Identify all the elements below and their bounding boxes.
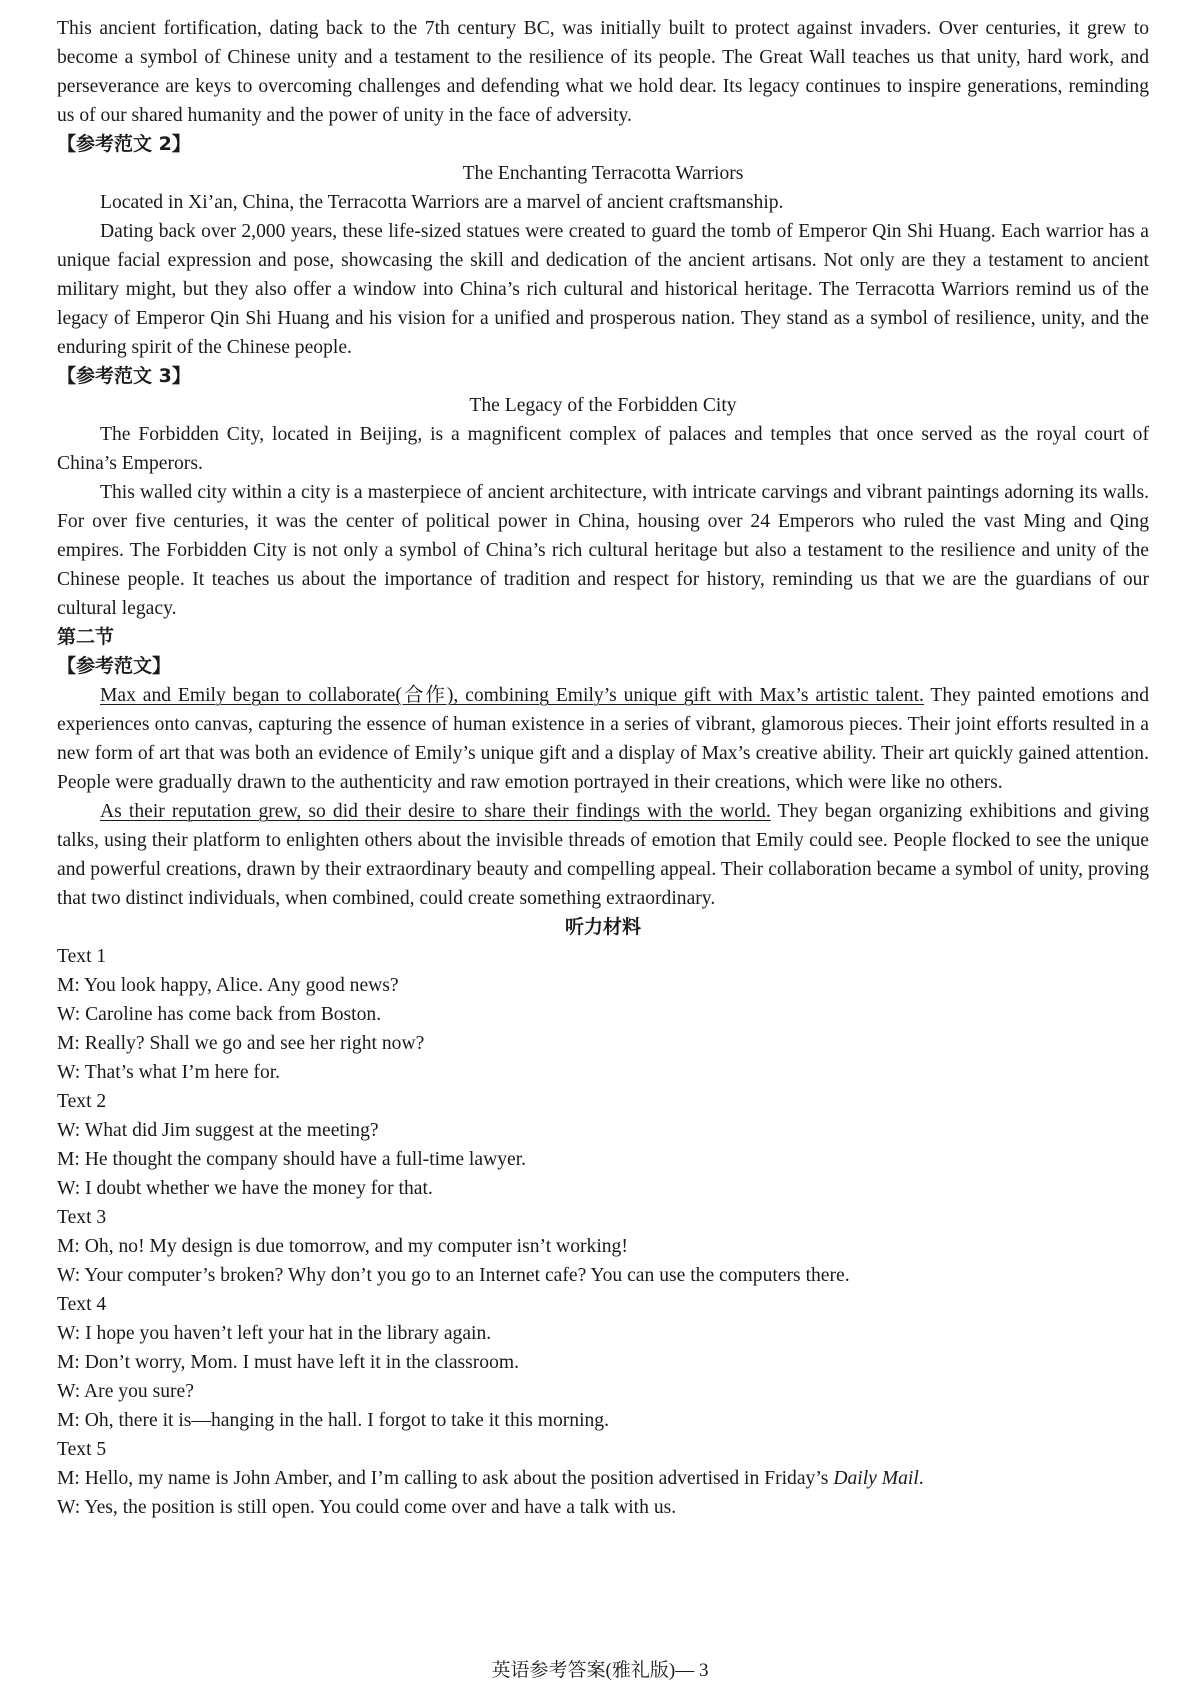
dialogue-line-part: M: Hello, my name is John Amber, and I’m calling to ask about the position advertised in Friday’s — [57, 1468, 834, 1489]
essay2-paragraph-2: Dating back over 2,000 years, these life-sized statues were created to guard the tomb of Emperor Qin Shi Huang. Each warrior has a unique facial expression and pose, showcasing the skill and dedication of the ancient artisans. Not only are they a testament to ancient military might, but they also offer a window into China’s rich cultural and historical heritage. The Terracotta Warriors remind us of the legacy of Emperor Qin Shi Huang and his vision for a unified and prosperous nation. They stand as a symbol of resilience, unity, and the enduring spirit of the Chinese people. — [57, 221, 1149, 358]
section2-label: 【参考范文】 — [57, 655, 172, 677]
dialogue-line: M: You look happy, Alice. Any good news? — [57, 975, 399, 996]
dialogue-line — [57, 1464, 1149, 1493]
essay3-paragraph-2: This walled city within a city is a masterpiece of ancient architecture, with intricate carvings and vibrant paintings adorning its walls. For over five centuries, it was the center of political power in China, housing over 24 Emperors who ruled the vast Ming and Qing empires. The Forbidden City is not only a symbol of China’s rich cultural heritage but also a testament to the resilience and unity of the Chinese people. It teaches us about the importance of tradition and respect for history, reminding us that we are the guardians of our cultural legacy. — [57, 482, 1149, 619]
page-content — [57, 14, 1149, 1522]
dialogue-line: M: Oh, there it is—hanging in the hall. I forgot to take it this morning. — [57, 1410, 610, 1431]
listening-text-1 — [57, 942, 1149, 1087]
newspaper-name: Daily Mail — [833, 1468, 919, 1489]
dialogue-line: M: Oh, no! My design is due tomorrow, and my computer isn’t working! — [57, 1236, 628, 1257]
dialogue-line: W: That’s what I’m here for. — [57, 1062, 281, 1083]
essay3-title: The Legacy of the Forbidden City — [469, 395, 737, 416]
essay3-label: 【参考范文 3】 — [57, 365, 191, 387]
section2-heading: 第二节 — [57, 626, 115, 648]
dialogue-line: W: What did Jim suggest at the meeting? — [57, 1120, 379, 1141]
listening-text-3 — [57, 1203, 1149, 1290]
dialogue-line: M: Really? Shall we go and see her right now? — [57, 1033, 425, 1054]
dialogue-line: M: Don’t worry, Mom. I must have left it in the classroom. — [57, 1352, 520, 1373]
section2-paragraph-2-underlined: As their reputation grew, so did their desire to share their findings with the world. — [100, 801, 771, 822]
dialogue-line: W: Yes, the position is still open. You could come over and have a talk with us. — [57, 1497, 677, 1518]
dialogue-line: W: I doubt whether we have the money for that. — [57, 1178, 433, 1199]
dialogue-line: W: Your computer’s broken? Why don’t you go to an Internet cafe? You can use the computers there. — [57, 1265, 850, 1286]
text-title: Text 3 — [57, 1207, 107, 1228]
dialogue-line: M: He thought the company should have a full-time lawyer. — [57, 1149, 527, 1170]
section2-paragraph-1 — [57, 681, 1149, 797]
text-title: Text 5 — [57, 1439, 107, 1460]
dialogue-line: W: I hope you haven’t left your hat in the library again. — [57, 1323, 492, 1344]
page-footer: 英语参考答案(雅礼版)— 3 — [491, 1660, 709, 1681]
essay2-paragraph-1: Located in Xi’an, China, the Terracotta Warriors are a marvel of ancient craftsmanship. — [100, 192, 784, 213]
essay2-title: The Enchanting Terracotta Warriors — [462, 163, 744, 184]
essay1-paragraph: This ancient fortification, dating back to the 7th century BC, was initially built to protect against invaders. Over centuries, it grew to become a symbol of Chinese unity and a testament to the resilience of its people. The Great Wall teaches us that unity, hard work, and perseverance are keys to overcoming challenges and defending what we hold dear. Its legacy continues to inspire generations, reminding us of our shared humanity and the power of unity in the face of adversity. — [57, 18, 1149, 126]
listening-text-2 — [57, 1087, 1149, 1203]
text-title: Text 2 — [57, 1091, 107, 1112]
essay3-paragraph-1: The Forbidden City, located in Beijing, is a magnificent complex of palaces and temples that once served as the royal court of China’s Emperors. — [57, 424, 1149, 474]
essay2-label: 【参考范文 2】 — [57, 133, 191, 155]
listening-text-5 — [57, 1435, 1149, 1522]
section2-paragraph-1-underlined: Max and Emily began to collaborate(合作), combining Emily’s unique gift with Max’s artistic talent. — [100, 685, 924, 706]
text-title: Text 1 — [57, 946, 107, 967]
section2-paragraph-1-rest: They painted emotions and experiences onto canvas, capturing the essence of human existence in a series of vibrant, glamorous pieces. Their joint efforts resulted in a new form of art that was both an evidence of Emily’s unique gift and a display of Max’s creative ability. Their art quickly gained attention. People were gradually drawn to the authenticity and raw emotion portrayed in their creations, which were like no others. — [57, 685, 1149, 793]
section2-paragraph-2 — [57, 797, 1149, 913]
dialogue-line-part: . — [918, 1468, 924, 1489]
listening-text-4 — [57, 1290, 1149, 1435]
text-title: Text 4 — [57, 1294, 107, 1315]
listening-heading: 听力材料 — [564, 916, 641, 938]
dialogue-line: W: Are you sure? — [57, 1381, 194, 1402]
dialogue-line: W: Caroline has come back from Boston. — [57, 1004, 382, 1025]
section2-paragraph-2-rest: They began organizing exhibitions and giving talks, using their platform to enlighten others about the invisible threads of emotion that Emily could see. People flocked to see the unique and powerful creations, drawn by their extraordinary beauty and compelling appeal. Their collaboration became a symbol of unity, proving that two distinct individuals, when combined, could create something extraordinary. — [57, 801, 1150, 909]
